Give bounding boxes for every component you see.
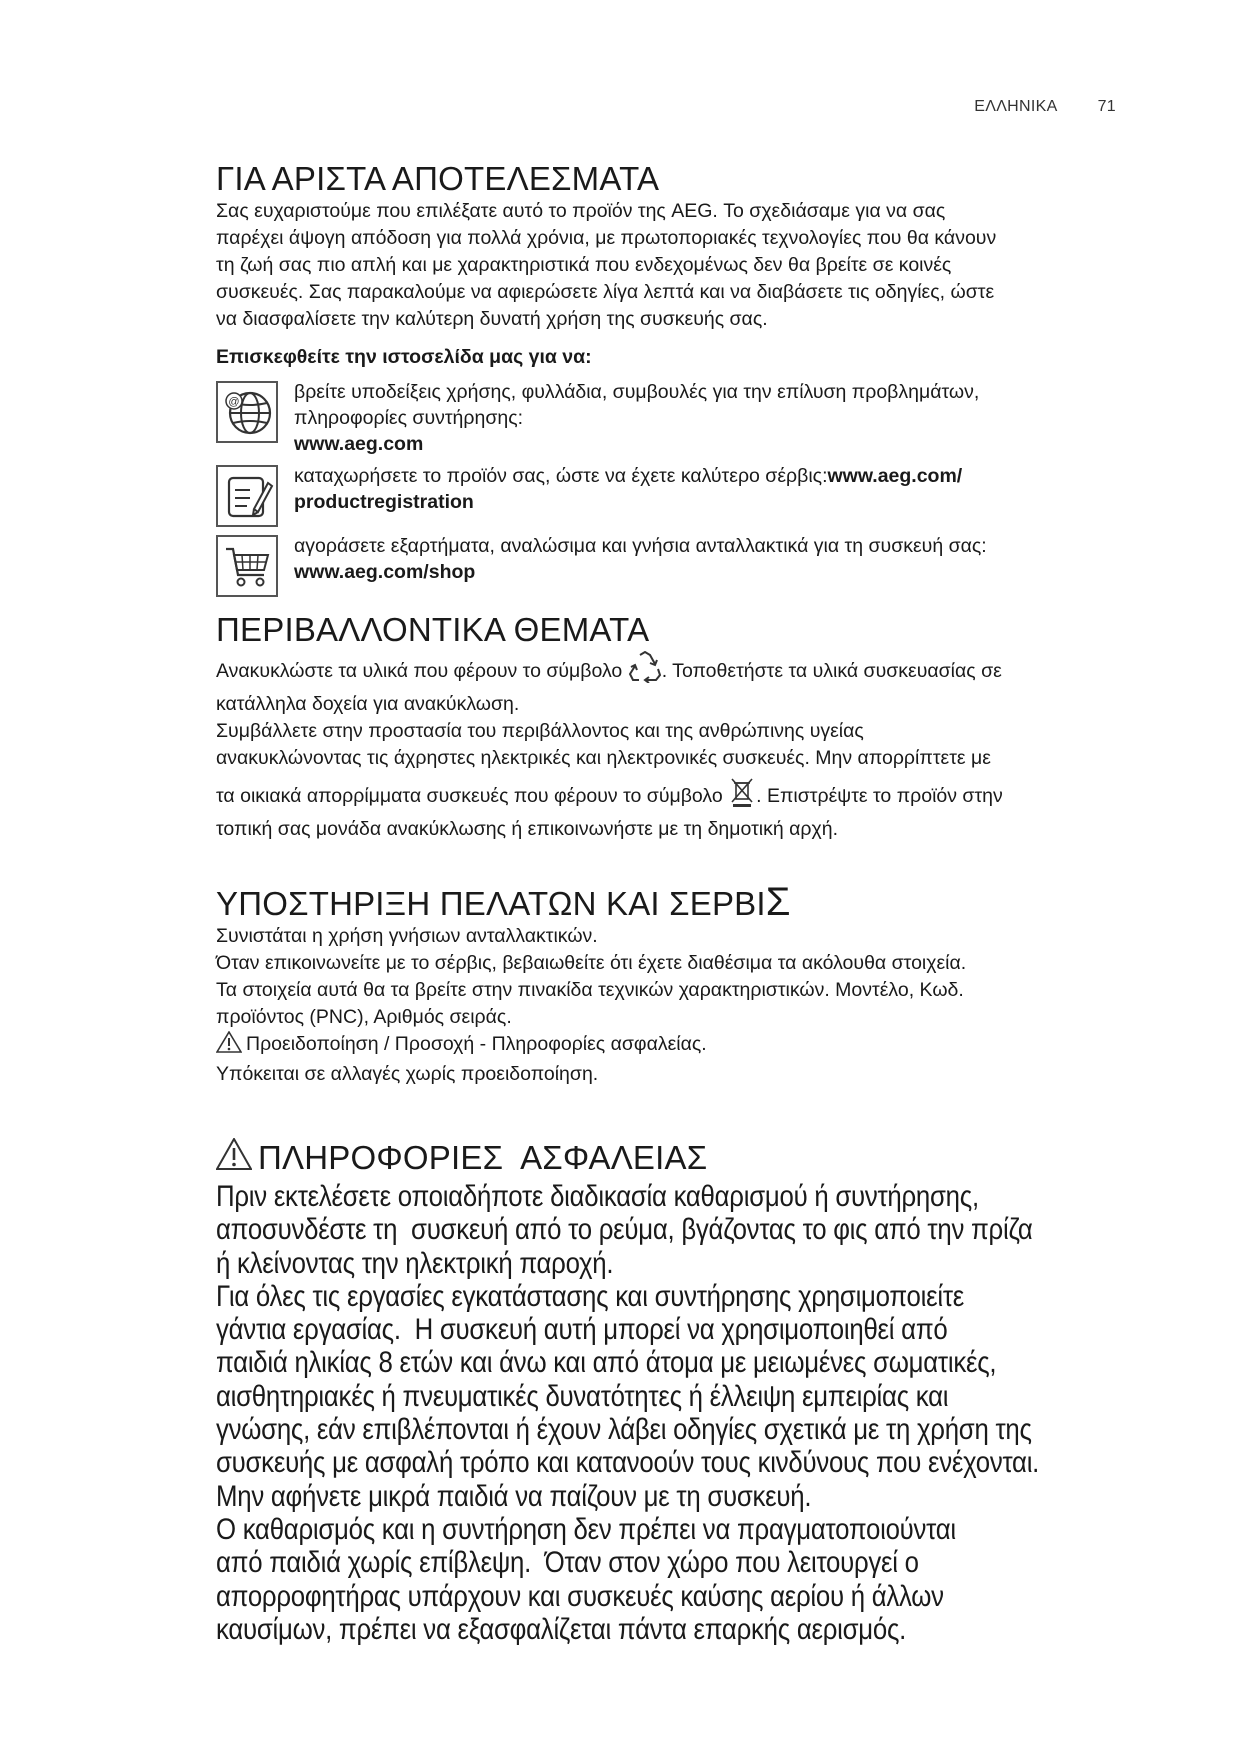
crossed-bin-icon <box>728 776 756 816</box>
registration-link-part1[interactable]: www.aeg.com/ <box>827 465 963 487</box>
section-environment <box>216 611 1121 843</box>
support-line: Συνιστάται η χρήση γνήσιων ανταλλακτικών. <box>216 925 598 947</box>
section-best-results <box>216 160 1121 597</box>
language-label: ΕΛΛΗΝΙΚΑ <box>974 98 1058 115</box>
support-line: Όταν επικοινωνείτε με το σέρβις, βεβαιωθείτε ότι έχετε διαθέσιμα τα ακόλουθα στοιχεία. <box>216 952 967 974</box>
safety-line: Ο καθαρισμός και η συντήρηση δεν πρέπει να πραγματοποιούνται <box>216 1512 956 1546</box>
safety-line: απορροφητήρας υπάρχουν και συσκευές καύσης αερίου ή άλλων <box>216 1579 944 1613</box>
shop-link-text: αγοράσετε εξαρτήματα, αναλώσιμα και γνήσια ανταλλακτικά για τη συσκευή σας: <box>294 535 987 557</box>
env-line <box>216 651 1121 691</box>
link-row-info <box>216 379 1121 457</box>
env-line: Συμβάλλετε στην προστασία του περιβάλλοντος και της ανθρώπινης υγείας <box>216 720 864 742</box>
safety-line: Μην αφήνετε μικρά παιδιά να παίζουν με τη συσκευή. <box>216 1479 812 1513</box>
page-number: 71 <box>1097 98 1116 115</box>
recycle-icon <box>628 651 662 691</box>
intro-line: παρέχει άψογη απόδοση για πολλά χρόνια, με πρωτοποριακές τεχνολογίες που θα κάνουν <box>216 227 997 249</box>
safety-line: ή κλείνοντας την ηλεκτρική παροχή. <box>216 1246 614 1280</box>
section-title-support <box>216 880 1121 924</box>
env-line: τοπική σας μονάδα ανακύκλωσης ή επικοινωνήστε με τη δημοτική αρχή. <box>216 818 838 840</box>
env-text: . Επιστρέψτε το προϊόν στην <box>756 785 1003 807</box>
support-line: Υπόκειται σε αλλαγές χωρίς προειδοποίηση. <box>216 1063 599 1085</box>
env-text: τα οικιακά απορρίμματα συσκευές που φέρουν το σύμβολο <box>216 785 723 807</box>
safety-line: γνώσης, εάν επιβλέπονται ή έχουν λάβει οδηγίες σχετικά με τη χρήση της <box>216 1413 1032 1447</box>
safety-line: Για όλες τις εργασίες εγκατάστασης και συντήρησης χρησιμοποιείτε <box>216 1279 965 1313</box>
info-link-text: πληροφορίες συντήρησης: <box>294 407 524 429</box>
intro-line: συσκευές. Σας παρακαλούμε να αφιερώσετε λίγα λεπτά και να διαβάσετε τις οδηγίες, ώστε <box>216 281 995 303</box>
section-safety-information <box>216 1138 1121 1646</box>
page-content <box>216 160 1121 1646</box>
warning-text: Προειδοποίηση / Προσοχή - Πληροφορίες ασφαλείας. <box>246 1033 707 1055</box>
svg-text:@: @ <box>228 396 240 408</box>
section-title-best-results: ΓΙΑ ΑΡΙΣΤΑ ΑΠΟΤΕΛΕΣΜΑΤΑ <box>216 160 660 197</box>
section-title-environment: ΠΕΡΙΒΑΛΛΟΝΤΙΚΑ ΘΕΜΑΤΑ <box>216 611 650 648</box>
support-warning-line <box>216 1031 1121 1061</box>
support-title-last-letter: Σ <box>765 880 791 924</box>
env-text: Ανακυκλώστε τα υλικά που φέρουν το σύμβολο <box>216 660 623 682</box>
safety-text-block <box>216 1180 1128 1646</box>
aeg-shop-link[interactable]: www.aeg.com/shop <box>294 561 476 583</box>
page-header <box>974 98 1116 116</box>
registration-link-text: καταχωρήσετε το προϊόν σας, ώστε να έχετε καλύτερο σέρβις: <box>294 465 828 487</box>
safety-warning-icon <box>216 1138 252 1178</box>
registration-icon <box>216 465 278 527</box>
info-link-text: βρείτε υποδείξεις χρήσης, φυλλάδια, συμβουλές για την επίλυση προβλημάτων, <box>294 381 980 403</box>
support-line: Τα στοιχεία αυτά θα τα βρείτε στην πινακίδα τεχνικών χαρακτηριστικών. Μοντέλο, Κωδ. <box>216 979 964 1001</box>
support-title-text: ΥΠΟΣΤΗΡΙΞΗ ΠΕΛΑΤΩΝ ΚΑΙ ΣΕΡΒΙ <box>216 885 766 922</box>
safety-line: από παιδιά χωρίς επίβλεψη. Όταν στον χώρο που λειτουργεί ο <box>216 1546 919 1580</box>
globe-icon <box>216 381 278 443</box>
env-line: κατάλληλα δοχεία για ανακύκλωση. <box>216 693 520 715</box>
intro-line: τη ζωή σας πιο απλή και με χαρακτηριστικά που ενδεχομένως δεν θα βρείτε σε κοινές <box>216 254 952 276</box>
link-row-registration <box>216 463 1121 527</box>
link-row-shop <box>216 533 1121 597</box>
support-line: προϊόντος (PNC), Αριθμός σειράς. <box>216 1006 512 1028</box>
safety-title-text: ΠΛΗΡΟΦΟΡΙΕΣ ΑΣΦΑΛΕΙΑΣ <box>258 1139 708 1176</box>
env-text: . Τοποθετήστε τα υλικά συσκευασίας σε <box>661 660 1002 682</box>
safety-line: συσκευής με ασφαλή τρόπο και κατανοούν τους κινδύνους που ενέχονται. <box>216 1446 1040 1480</box>
intro-line: Σας ευχαριστούμε που επιλέξατε αυτό το προϊόν της AEG. Το σχεδιάσαμε για να σας <box>216 200 946 222</box>
safety-line: αποσυνδέστε τη συσκευή από το ρεύμα, βγάζοντας το φις από την πρίζα <box>216 1213 1033 1247</box>
aeg-home-link[interactable]: www.aeg.com <box>294 433 424 455</box>
safety-line: παιδιά ηλικίας 8 ετών και άνω και από άτομα με μειωμένες σωματικές, <box>216 1346 997 1380</box>
safety-line: αισθητηριακές ή πνευματικές δυνατότητες ή έλλειψη εμπειρίας και <box>216 1379 949 1413</box>
env-line <box>216 776 1121 816</box>
warning-icon <box>216 1031 242 1061</box>
registration-link-part2[interactable]: productregistration <box>294 491 474 513</box>
safety-line: γάντια εργασίας. Η συσκευή αυτή μπορεί να χρησιμοποιηθεί από <box>216 1313 948 1347</box>
section-title-safety <box>216 1138 1121 1178</box>
safety-line: Πριν εκτελέσετε οποιαδήποτε διαδικασία καθαρισμού ή συντήρησης, <box>216 1180 979 1213</box>
section-customer-support <box>216 880 1121 1088</box>
intro-line: να διασφαλίσετε την καλύτερη δυνατή χρήση της συσκευής σας. <box>216 308 768 330</box>
env-line: ανακυκλώνοντας τις άχρηστες ηλεκτρικές και ηλεκτρονικές συσκευές. Μην απορρίπτετε με <box>216 747 991 769</box>
shopping-cart-icon <box>216 535 278 597</box>
visit-heading: Επισκεφθείτε την ιστοσελίδα μας για να: <box>216 346 592 368</box>
safety-line: καυσίμων, πρέπει να εξασφαλίζεται πάντα επαρκής αερισμός. <box>216 1612 907 1646</box>
